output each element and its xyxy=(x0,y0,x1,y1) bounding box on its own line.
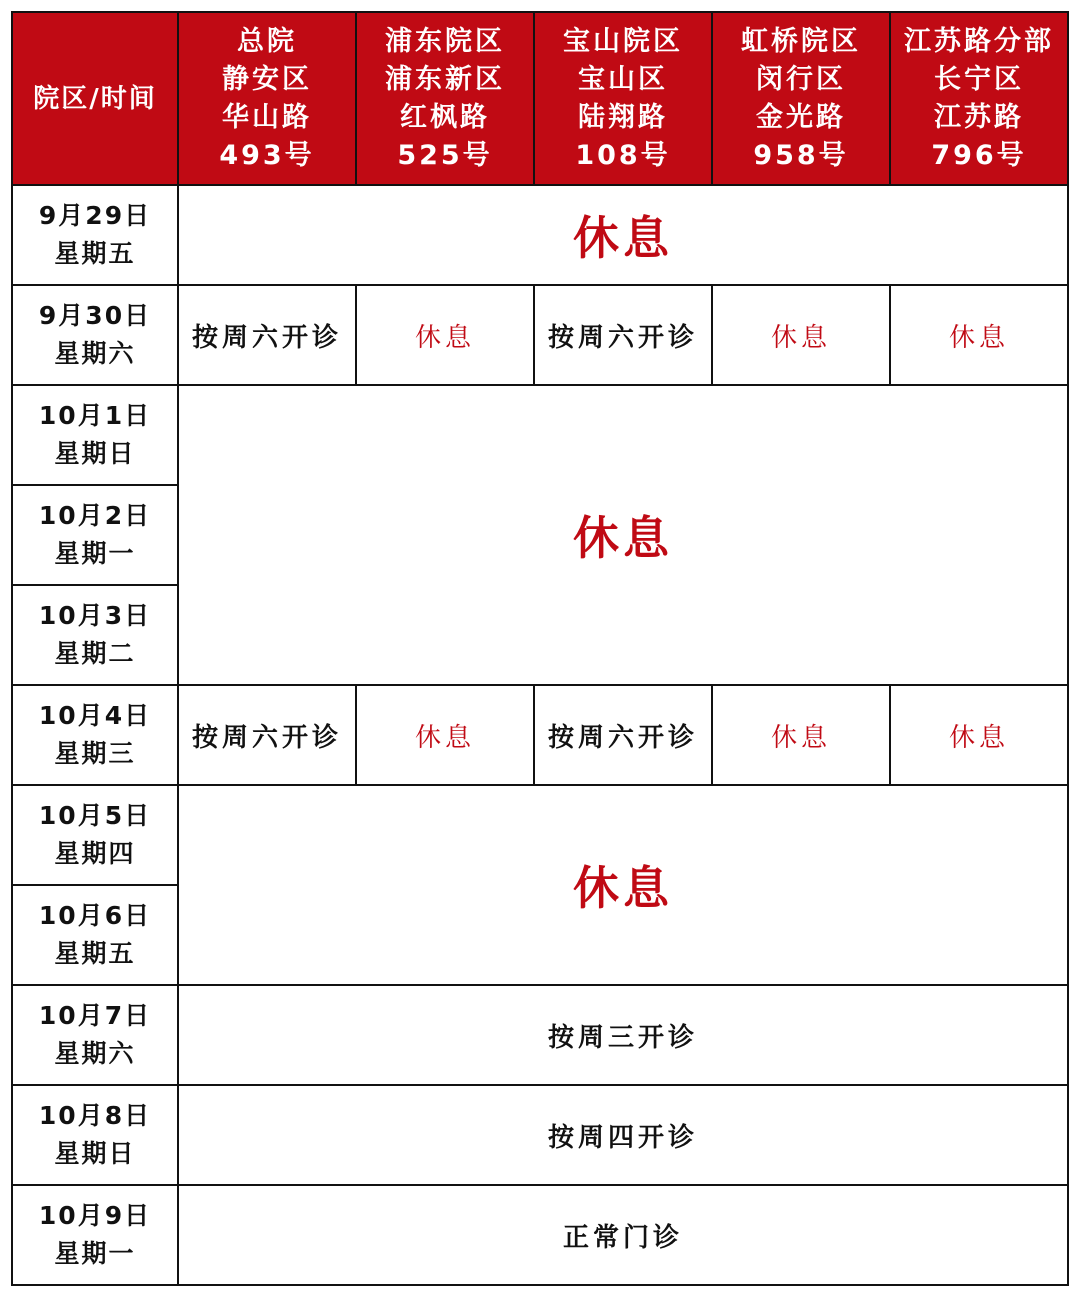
date-label: 9月29日 xyxy=(38,201,152,230)
schedule-row xyxy=(12,1085,1068,1185)
date-cell xyxy=(12,1185,178,1285)
schedule-row xyxy=(12,1185,1068,1285)
weekday-label: 星期六 xyxy=(54,339,136,368)
schedule-row xyxy=(12,185,1068,285)
status-cell-baoshan: 按周六开诊 xyxy=(534,285,712,385)
date-label: 10月7日 xyxy=(38,1001,152,1030)
status-cell-jiangsu-road: 休息 xyxy=(890,285,1068,385)
date-cell xyxy=(12,1085,178,1185)
date-label: 10月2日 xyxy=(38,501,152,530)
campus-district: 静安区 xyxy=(222,63,312,95)
campus-district: 闵行区 xyxy=(756,63,846,95)
date-cell xyxy=(12,785,178,885)
date-label: 10月6日 xyxy=(38,901,152,930)
status-cell-all-campuses: 休息 xyxy=(178,185,1068,285)
campus-district: 宝山区 xyxy=(578,63,668,95)
campus-road: 江苏路 xyxy=(934,101,1024,133)
status-cell-all-campuses: 休息 xyxy=(178,385,1068,685)
campus-road: 陆翔路 xyxy=(578,101,668,133)
campus-number: 796号 xyxy=(931,139,1027,171)
campus-header-baoshan xyxy=(534,12,712,185)
campus-number: 525号 xyxy=(397,139,493,171)
campus-name: 江苏路分部 xyxy=(904,25,1054,57)
status-cell-jiangsu-road: 休息 xyxy=(890,685,1068,785)
status-cell-all-campuses: 按周四开诊 xyxy=(178,1085,1068,1185)
date-cell xyxy=(12,585,178,685)
weekday-label: 星期四 xyxy=(54,839,136,868)
status-cell-pudong: 休息 xyxy=(356,685,534,785)
campus-header-jiangsu-road xyxy=(890,12,1068,185)
campus-header-hongqiao xyxy=(712,12,890,185)
campus-name: 虹桥院区 xyxy=(741,25,861,57)
campus-header-main xyxy=(178,12,356,185)
date-label: 10月5日 xyxy=(38,801,152,830)
campus-road: 金光路 xyxy=(756,101,846,133)
campus-name: 总院 xyxy=(237,25,297,57)
date-label: 10月9日 xyxy=(38,1201,152,1230)
campus-name: 浦东院区 xyxy=(385,25,505,57)
status-cell-hongqiao: 休息 xyxy=(712,285,890,385)
status-cell-main: 按周六开诊 xyxy=(178,685,356,785)
date-label: 9月30日 xyxy=(38,301,152,330)
corner-header: 院区/时间 xyxy=(12,12,178,185)
schedule-row xyxy=(12,385,1068,485)
schedule-row xyxy=(12,985,1068,1085)
status-cell-main: 按周六开诊 xyxy=(178,285,356,385)
holiday-schedule-table xyxy=(11,11,1069,1286)
status-cell-all-campuses: 正常门诊 xyxy=(178,1185,1068,1285)
weekday-label: 星期一 xyxy=(54,539,136,568)
campus-number: 493号 xyxy=(219,139,315,171)
date-cell xyxy=(12,885,178,985)
campus-number: 958号 xyxy=(753,139,849,171)
campus-district: 浦东新区 xyxy=(385,63,505,95)
status-cell-hongqiao: 休息 xyxy=(712,685,890,785)
weekday-label: 星期六 xyxy=(54,1039,136,1068)
schedule-row xyxy=(12,285,1068,385)
date-cell xyxy=(12,685,178,785)
status-cell-all-campuses: 休息 xyxy=(178,785,1068,985)
campus-road: 华山路 xyxy=(222,101,312,133)
header-row xyxy=(12,12,1068,185)
status-cell-pudong: 休息 xyxy=(356,285,534,385)
campus-district: 长宁区 xyxy=(934,63,1024,95)
weekday-label: 星期日 xyxy=(54,1139,136,1168)
campus-road: 红枫路 xyxy=(400,101,490,133)
date-cell xyxy=(12,985,178,1085)
campus-number: 108号 xyxy=(575,139,671,171)
date-cell xyxy=(12,385,178,485)
weekday-label: 星期二 xyxy=(54,639,136,668)
date-cell xyxy=(12,485,178,585)
date-label: 10月8日 xyxy=(38,1101,152,1130)
schedule-row xyxy=(12,785,1068,885)
date-cell xyxy=(12,185,178,285)
status-cell-baoshan: 按周六开诊 xyxy=(534,685,712,785)
weekday-label: 星期一 xyxy=(54,1239,136,1268)
weekday-label: 星期三 xyxy=(54,739,136,768)
date-label: 10月1日 xyxy=(38,401,152,430)
weekday-label: 星期五 xyxy=(54,939,136,968)
status-cell-all-campuses: 按周三开诊 xyxy=(178,985,1068,1085)
date-label: 10月4日 xyxy=(38,701,152,730)
weekday-label: 星期日 xyxy=(54,439,136,468)
weekday-label: 星期五 xyxy=(54,239,136,268)
schedule-row xyxy=(12,685,1068,785)
date-cell xyxy=(12,285,178,385)
campus-name: 宝山院区 xyxy=(563,25,683,57)
campus-header-pudong xyxy=(356,12,534,185)
date-label: 10月3日 xyxy=(38,601,152,630)
